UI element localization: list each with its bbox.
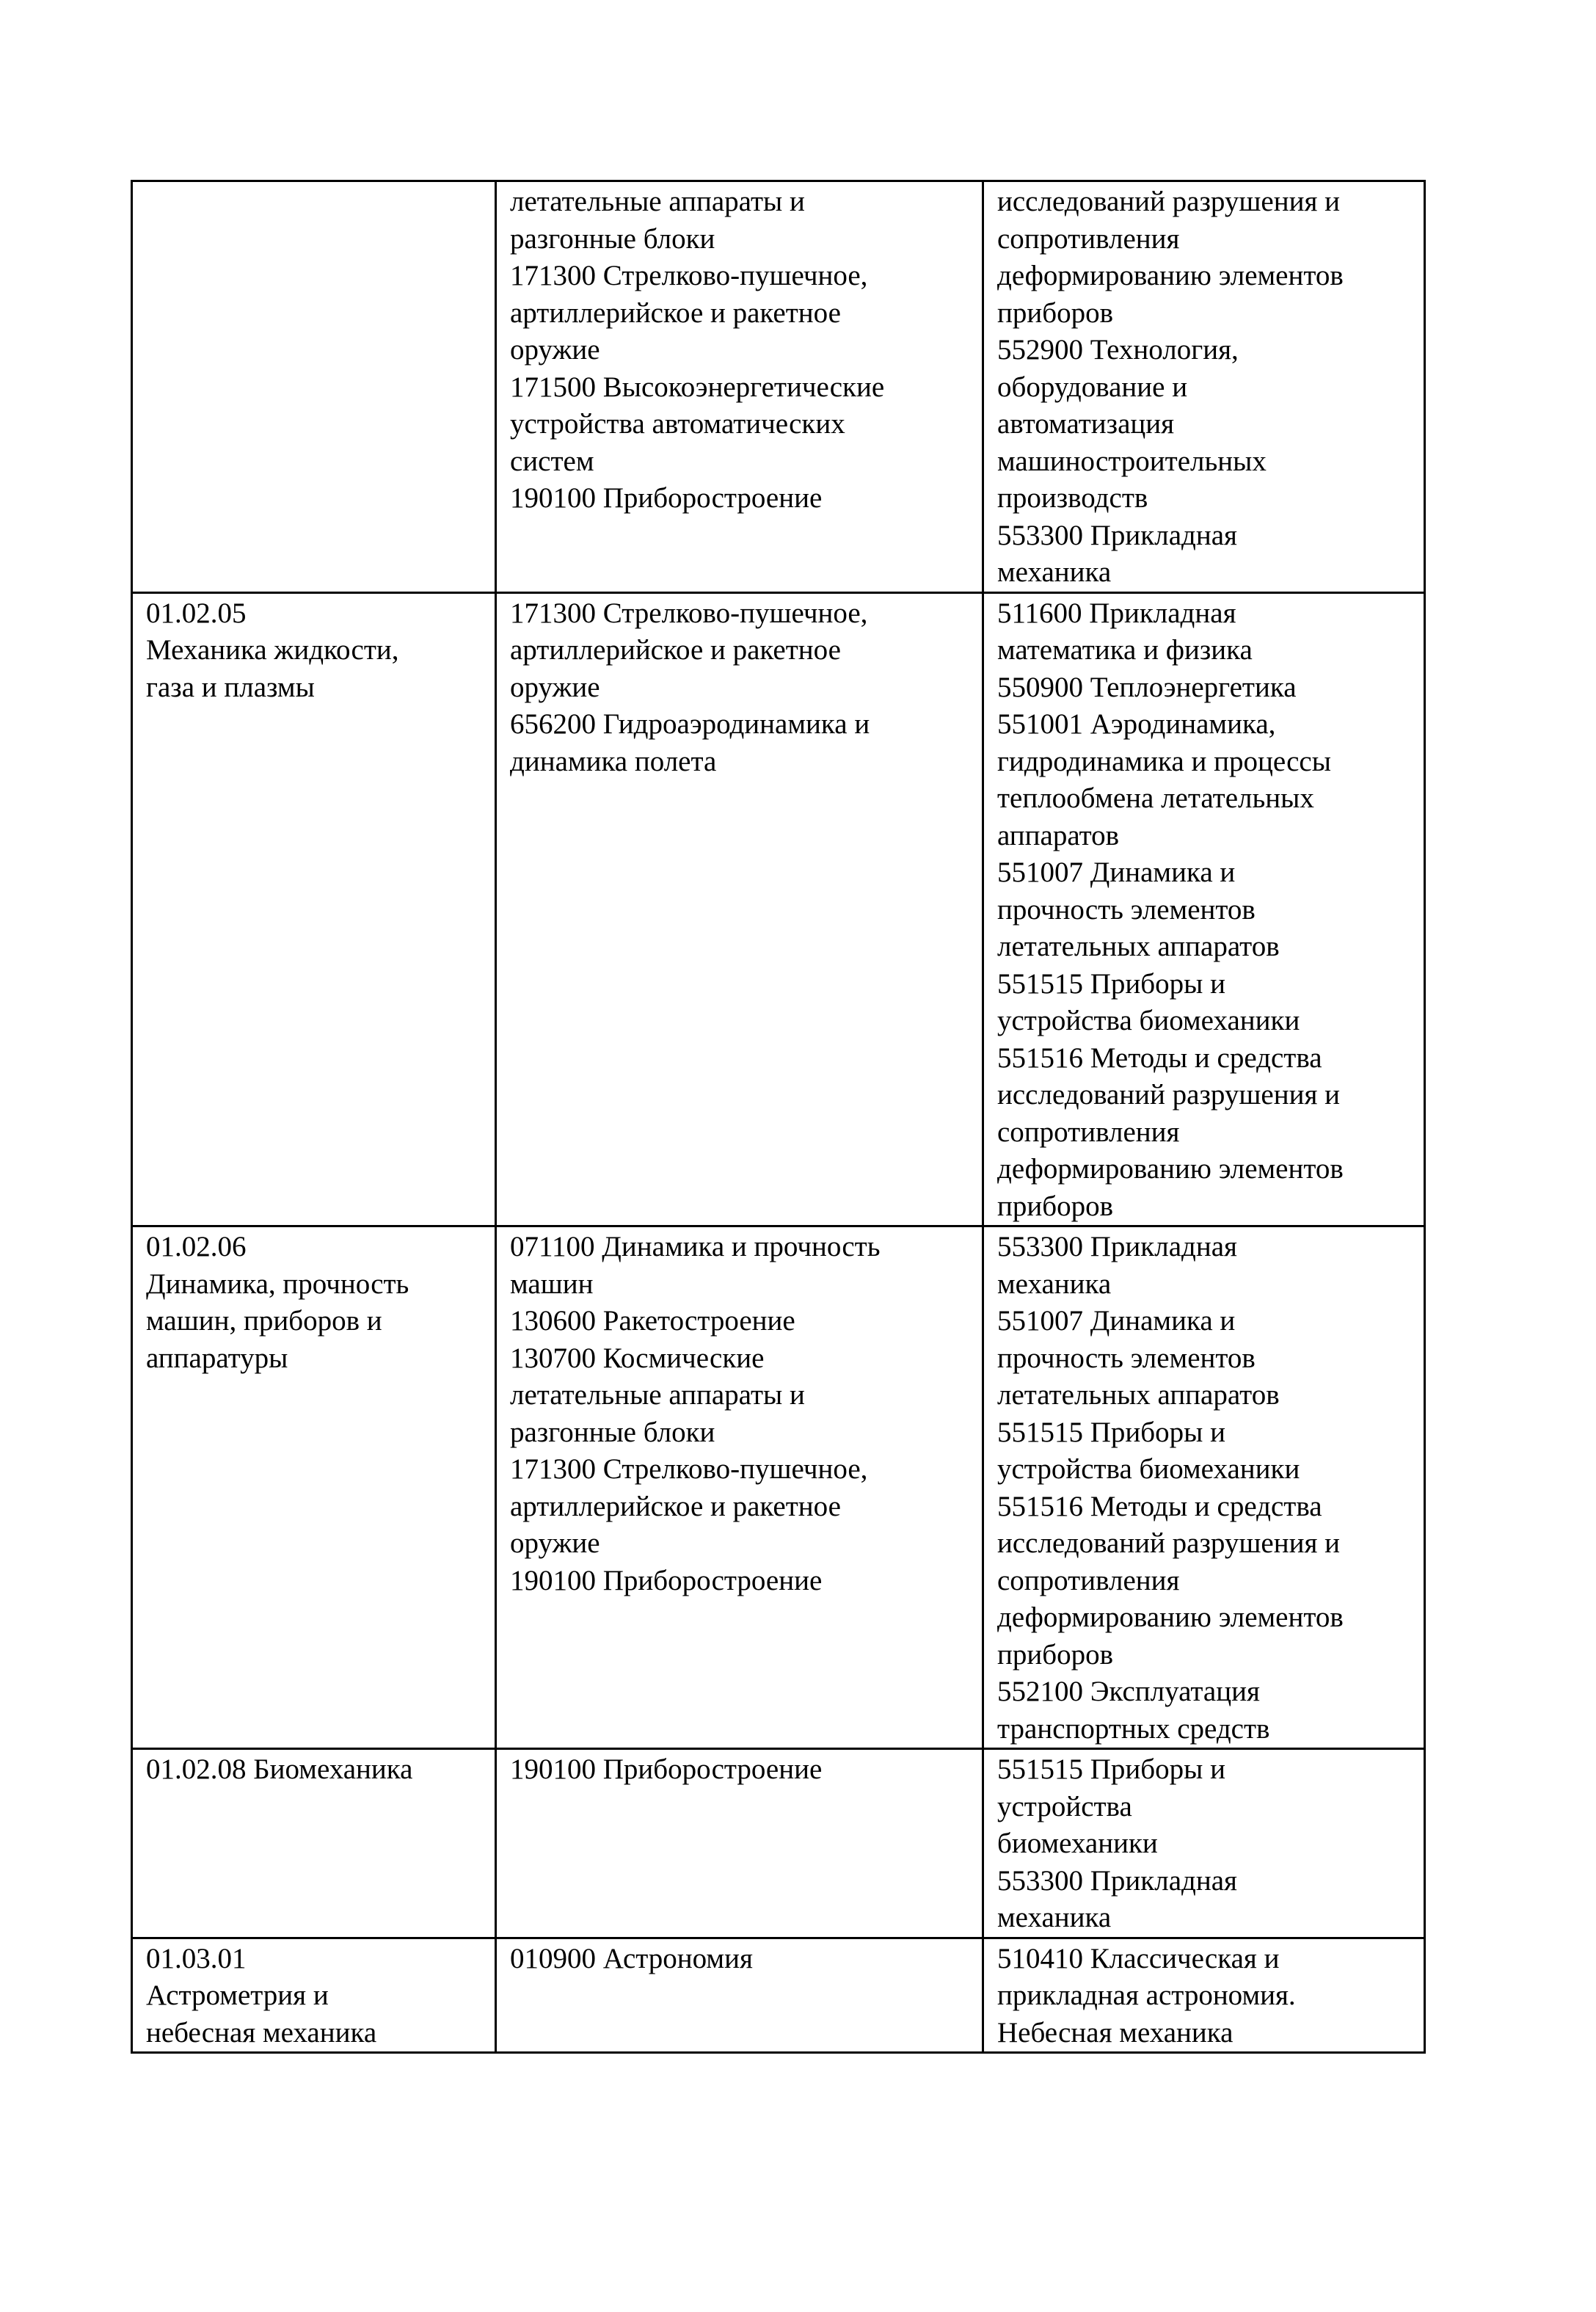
cell-line: сопротивления bbox=[997, 1116, 1180, 1148]
specialty-cell bbox=[132, 592, 496, 1226]
cell-line: летательных аппаратов bbox=[997, 931, 1280, 962]
cell-line: 552100 Эксплуатация bbox=[997, 1676, 1260, 1707]
cell-line: 551515 Приборы и bbox=[997, 1753, 1225, 1785]
cell-line: устройства биомеханики bbox=[997, 1453, 1300, 1485]
specialty-cell bbox=[132, 1938, 496, 2053]
cell-line: машиностроительных bbox=[997, 445, 1267, 477]
cell-line: 553300 Прикладная bbox=[997, 1864, 1237, 1897]
cell-line: аппаратуры bbox=[146, 1342, 288, 1374]
cell-line: производств bbox=[997, 482, 1148, 514]
table-row bbox=[132, 1938, 1425, 2053]
cell-line: устройства биомеханики bbox=[997, 1005, 1300, 1036]
cell-line: 550900 Теплоэнергетика bbox=[997, 671, 1297, 703]
direction-cell bbox=[983, 1226, 1425, 1749]
cell-line: 551007 Динамика и bbox=[997, 857, 1236, 888]
cell-line: механика bbox=[997, 1902, 1112, 1933]
cell-line: разгонные блоки bbox=[510, 1416, 715, 1448]
cell-line: артиллерийское и ракетное bbox=[510, 1490, 841, 1522]
cell-line: 656200 Гидроаэродинамика и bbox=[510, 708, 870, 740]
cell-line: 551001 Аэродинамика, bbox=[997, 708, 1276, 740]
program-cell bbox=[496, 592, 983, 1226]
cell-line: 01.03.01 bbox=[146, 1942, 247, 1974]
cell-line: 551516 Методы и средства bbox=[997, 1490, 1322, 1522]
cell-line: летательные аппараты и bbox=[510, 186, 805, 217]
cell-line: газа и плазмы bbox=[146, 671, 315, 703]
direction-cell bbox=[983, 592, 1425, 1226]
cell-line: прикладная астрономия. bbox=[997, 1980, 1296, 2011]
cell-line: 01.02.06 bbox=[146, 1231, 247, 1262]
cell-line: машин bbox=[510, 1268, 594, 1300]
cell-line: сопротивления bbox=[997, 1564, 1180, 1596]
cell-line: оружие bbox=[510, 334, 600, 366]
cell-line: артиллерийское и ракетное bbox=[510, 297, 841, 329]
cell-line: 551516 Методы и средства bbox=[997, 1042, 1322, 1074]
cell-line: математика и физика bbox=[997, 634, 1253, 666]
cell-line: деформированию элементов bbox=[997, 1153, 1344, 1185]
specialties-table bbox=[131, 180, 1426, 2054]
specialty-cell bbox=[132, 1226, 496, 1749]
cell-line: оружие bbox=[510, 1527, 600, 1559]
table-row bbox=[132, 1226, 1425, 1749]
cell-line: 551515 Приборы и bbox=[997, 1416, 1225, 1448]
direction-cell bbox=[983, 1938, 1425, 2053]
program-cell bbox=[496, 181, 983, 593]
cell-line: деформированию элементов bbox=[997, 260, 1344, 291]
cell-line: 190100 Приборостроение bbox=[510, 1753, 823, 1785]
cell-line: 551007 Динамика и bbox=[997, 1305, 1236, 1337]
specialty-cell bbox=[132, 181, 496, 593]
cell-line: гидродинамика и процессы bbox=[997, 745, 1331, 777]
cell-line: 010900 Астрономия bbox=[510, 1942, 753, 1974]
cell-line: сопротивления bbox=[997, 222, 1180, 255]
cell-line: прочность элементов bbox=[997, 893, 1256, 926]
cell-line: 171300 Стрелково-пушечное, bbox=[510, 597, 868, 629]
cell-line: артиллерийское и ракетное bbox=[510, 634, 841, 666]
cell-line: 511600 Прикладная bbox=[997, 597, 1236, 629]
cell-line: прочность элементов bbox=[997, 1342, 1256, 1374]
cell-line: динамика полета bbox=[510, 745, 717, 777]
program-cell bbox=[496, 1749, 983, 1938]
cell-line: оружие bbox=[510, 671, 600, 703]
direction-cell bbox=[983, 1749, 1425, 1938]
cell-line: летательные аппараты и bbox=[510, 1379, 805, 1411]
table-row bbox=[132, 1749, 1425, 1938]
cell-line: 510410 Классическая и bbox=[997, 1942, 1280, 1974]
cell-line: механика bbox=[997, 556, 1112, 588]
cell-line: 171300 Стрелково-пушечное, bbox=[510, 260, 868, 291]
cell-line: 171300 Стрелково-пушечное, bbox=[510, 1453, 868, 1485]
cell-line: транспортных средств bbox=[997, 1712, 1270, 1745]
cell-line: устройства bbox=[997, 1790, 1132, 1822]
cell-line: приборов bbox=[997, 297, 1113, 329]
cell-line: оборудование и bbox=[997, 371, 1188, 403]
cell-line: приборов bbox=[997, 1638, 1113, 1671]
cell-line: Небесная механика bbox=[997, 2016, 1234, 2049]
specialty-cell bbox=[132, 1749, 496, 1938]
cell-line: небесная механика bbox=[146, 2016, 377, 2049]
cell-line: деформированию элементов bbox=[997, 1602, 1344, 1633]
cell-line: 190100 Приборостроение bbox=[510, 482, 823, 514]
cell-line: 01.02.05 bbox=[146, 597, 247, 629]
cell-line: исследований разрушения и bbox=[997, 186, 1341, 217]
cell-line: летательных аппаратов bbox=[997, 1379, 1280, 1411]
cell-line: Астрометрия и bbox=[146, 1980, 329, 2011]
table-row bbox=[132, 592, 1425, 1226]
cell-line: исследований разрушения и bbox=[997, 1527, 1341, 1559]
cell-line: 552900 Технология, bbox=[997, 334, 1239, 366]
cell-line: биомеханики bbox=[997, 1828, 1158, 1859]
program-cell bbox=[496, 1938, 983, 2053]
cell-line: 130600 Ракетостроение bbox=[510, 1305, 795, 1337]
cell-line: приборов bbox=[997, 1190, 1113, 1222]
cell-line: 551515 Приборы и bbox=[997, 967, 1225, 1000]
cell-line: автоматизация bbox=[997, 408, 1175, 440]
cell-line: устройства автоматических bbox=[510, 408, 845, 440]
cell-line: исследований разрушения и bbox=[997, 1079, 1341, 1110]
cell-line: 553300 Прикладная bbox=[997, 1231, 1237, 1262]
cell-line: 01.02.08 Биомеханика bbox=[146, 1753, 413, 1785]
cell-line: аппаратов bbox=[997, 819, 1120, 851]
cell-line: 171500 Высокоэнергетические bbox=[510, 371, 885, 403]
cell-line: Динамика, прочность bbox=[146, 1268, 409, 1300]
table-row bbox=[132, 181, 1425, 593]
cell-line: систем bbox=[510, 445, 594, 477]
cell-line: разгонные блоки bbox=[510, 222, 715, 255]
program-cell bbox=[496, 1226, 983, 1749]
cell-line: 553300 Прикладная bbox=[997, 519, 1237, 551]
cell-line: теплообмена летательных bbox=[997, 782, 1314, 814]
cell-line: 190100 Приборостроение bbox=[510, 1564, 823, 1596]
cell-line: 071100 Динамика и прочность bbox=[510, 1231, 881, 1262]
cell-line: 130700 Космические bbox=[510, 1342, 765, 1374]
direction-cell bbox=[983, 181, 1425, 593]
cell-line: Механика жидкости, bbox=[146, 634, 399, 666]
cell-line: машин, приборов и bbox=[146, 1305, 382, 1337]
cell-line: механика bbox=[997, 1268, 1112, 1300]
